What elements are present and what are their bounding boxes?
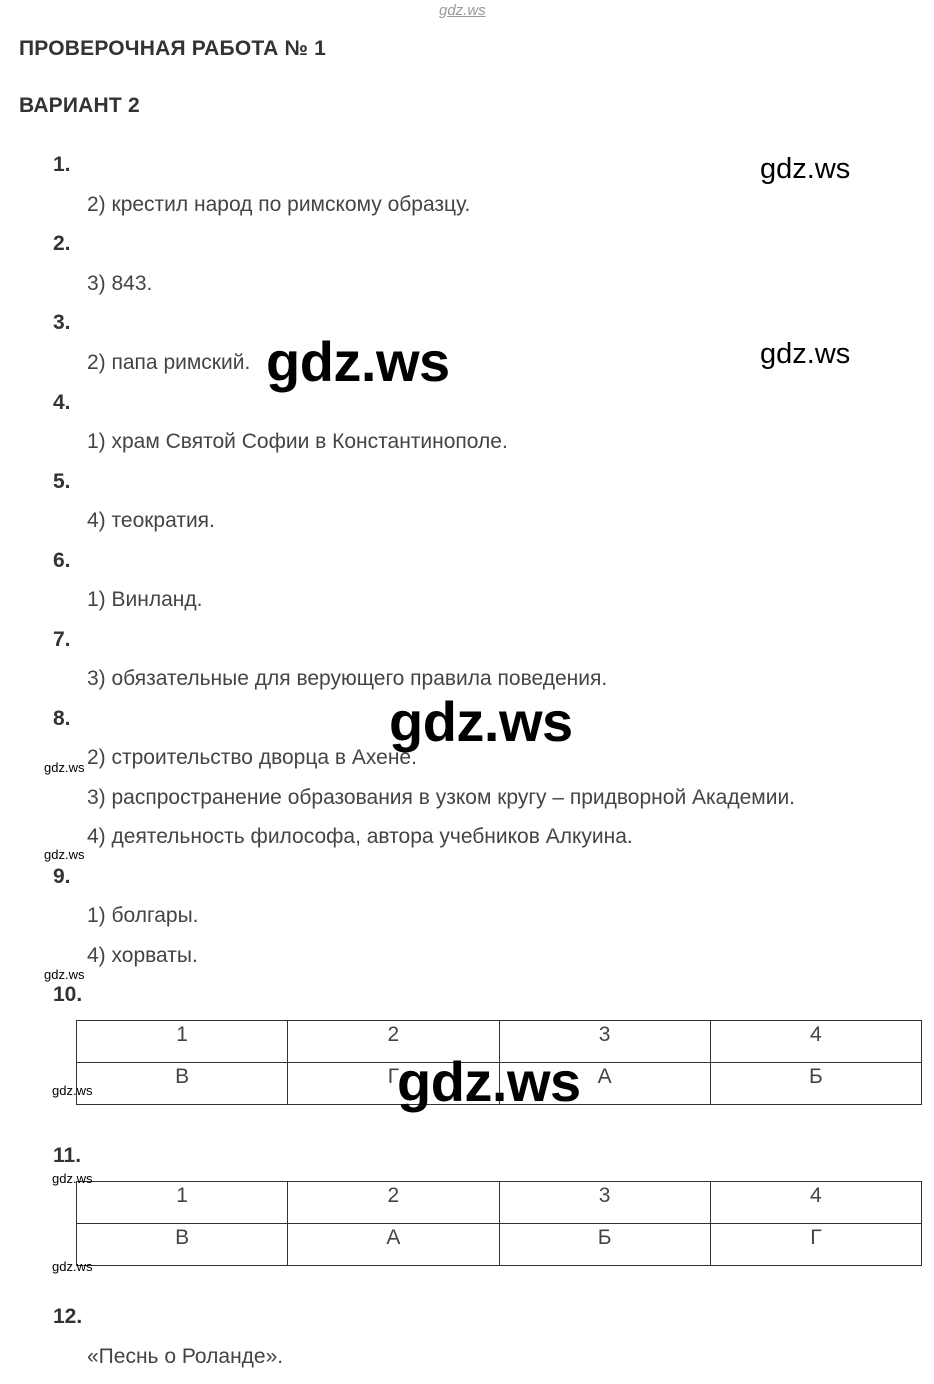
- answer-12: «Песнь о Роланде».: [87, 1345, 284, 1368]
- table-row: [77, 1224, 922, 1266]
- table-cell: 1: [77, 1021, 288, 1063]
- table-cell: Г: [288, 1063, 499, 1105]
- watermark: gdz.ws: [760, 338, 851, 370]
- table-cell: А: [499, 1063, 710, 1105]
- watermark: gdz.ws: [52, 1171, 93, 1186]
- watermark: gdz.ws: [52, 1083, 93, 1098]
- answer-6: 1) Винланд.: [87, 588, 203, 611]
- matching-table-11: [76, 1181, 922, 1266]
- table-cell: В: [77, 1063, 288, 1105]
- question-number-12: 12.: [53, 1305, 83, 1328]
- answer-2: 3) 843.: [87, 272, 153, 295]
- table-cell: 2: [288, 1021, 499, 1063]
- table-cell: 4: [710, 1182, 921, 1224]
- watermark: gdz.ws: [44, 847, 85, 862]
- watermark: gdz.ws: [52, 1259, 93, 1274]
- table-row: [77, 1182, 922, 1224]
- answer-3: 2) папа римский.: [87, 351, 251, 374]
- table-cell: 4: [710, 1021, 921, 1063]
- question-number-9: 9.: [53, 865, 71, 888]
- answer-7: 3) обязательные для верующего правила поведения.: [87, 667, 608, 690]
- table-cell: 3: [499, 1182, 710, 1224]
- question-number-11: 11.: [53, 1144, 82, 1167]
- question-number-7: 7.: [53, 628, 71, 651]
- watermark: gdz.ws: [397, 1050, 581, 1113]
- answer-9-a: 1) болгары.: [87, 904, 199, 927]
- table-cell: А: [288, 1224, 499, 1266]
- answer-8-c: 4) деятельность философа, автора учебников Алкуина.: [87, 825, 633, 848]
- watermark: gdz.ws: [760, 153, 851, 185]
- table-cell: 1: [77, 1182, 288, 1224]
- answer-1: 2) крестил народ по римскому образцу.: [87, 193, 471, 216]
- variant-heading: ВАРИАНТ 2: [19, 94, 140, 117]
- question-number-8: 8.: [53, 707, 71, 730]
- watermark: gdz.ws: [44, 967, 85, 982]
- question-number-4: 4.: [53, 391, 71, 414]
- table-cell: 2: [288, 1182, 499, 1224]
- watermark: gdz.ws: [266, 330, 450, 393]
- question-number-10: 10.: [53, 983, 83, 1006]
- table-cell: 3: [499, 1021, 710, 1063]
- answer-8-a: 2) строительство дворца в Ахене.: [87, 746, 417, 769]
- page-title: ПРОВЕРОЧНАЯ РАБОТА № 1: [19, 37, 326, 60]
- answer-5: 4) теократия.: [87, 509, 215, 532]
- top-watermark-link[interactable]: gdz.ws: [439, 2, 486, 19]
- question-number-2: 2.: [53, 232, 71, 255]
- question-number-6: 6.: [53, 549, 71, 572]
- question-number-1: 1.: [53, 153, 71, 176]
- answer-9-b: 4) хорваты.: [87, 944, 198, 967]
- table-cell: Б: [710, 1063, 921, 1105]
- question-number-5: 5.: [53, 470, 71, 493]
- watermark: gdz.ws: [389, 690, 573, 753]
- table-cell: В: [77, 1224, 288, 1266]
- watermark: gdz.ws: [44, 760, 85, 775]
- table-cell: Б: [499, 1224, 710, 1266]
- answer-8-b: 3) распространение образования в узком кругу – придворной Академии.: [87, 786, 796, 809]
- question-number-3: 3.: [53, 311, 71, 334]
- table-cell: Г: [710, 1224, 921, 1266]
- answer-4: 1) храм Святой Софии в Константинополе.: [87, 430, 508, 453]
